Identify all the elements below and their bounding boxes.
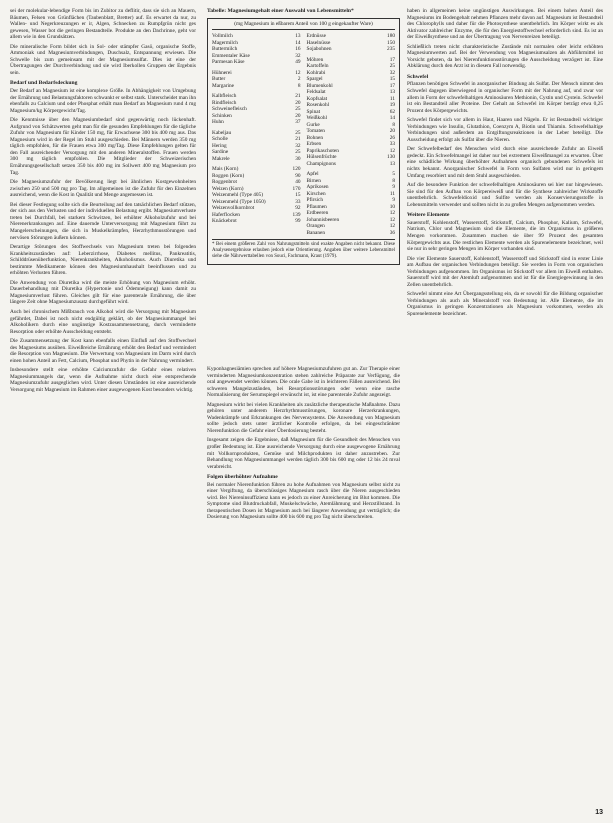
magnesium-value: 170	[292, 185, 301, 192]
paragraph: Die Kenntnisse über den Magnesiumbedarf sind gegenwärtig noch lückenhaft. Aufgrund von Schätzwerten geht man für die gesunden Empfehlungen für die tägliche Zufuhr von Magnesium für Kinder 150 mg, für Erwachsene 300 bis 400 mg aus. Das Magnesium wird in der Regel im Stuhl ausgeschieden. Bei Männern werden 350 mg täglich empfohlen, für die Frauen etwa 300 mg/Tag. Diese Empfehlungen gelten für den Fall ausreichender Versorgung mit den anderen Mineralstoffen. Frauen werden 300 mg täglich empfohlen. Die Mitglieder der Schweizerischen Ernährungsgesellschaft setzen 350 bis 400 mg im Sollwert 400 mg Magnesium pro Tag.	[10, 117, 196, 176]
magnesium-value: 32	[295, 142, 301, 149]
paragraph: Die vier Elemente Sauerstoff, Kohlenstoff, Wasserstoff und Stickstoff sind in erster Linie am Aufbau der organischen Verbindungen beteiligt. Sie werden in Form von organischen Verbindungen aufgenommen. Im Organismus ist Stickstoff vor allem im Eiweiß enthalten. Sauerstoff wird mit der Atemluft aufgenommen und ist für die Energiegewinnung in den Zellen unentbehrlich.	[407, 255, 603, 288]
food-name: Knäckebrot	[212, 218, 237, 225]
food-name: Gurke	[306, 121, 320, 128]
magnesium-value: 12	[389, 223, 395, 230]
magnesium-value: 20	[389, 128, 395, 135]
paragraph: Die Zusammensetzung der Kost kann ebenfalls einen Einfluß auf den Stoffwechsel des Magnesiums ausüben. Eiweißreiche Ernährung erhöht den Bedarf und vermindert die Resorption von Magnesium. Die Verwertung von Magnesium im Darm wird durch einen hohen Anteil an Fett, Calcium, Phosphat und Phytin in der Nahrung vermindert.	[10, 338, 196, 364]
magnesium-value: 25	[389, 63, 395, 70]
magnesium-value: 120	[292, 166, 301, 173]
magnesium-value: 21	[295, 93, 301, 100]
magnesium-value: 21	[295, 136, 301, 143]
paragraph: Bei dieser Festlegung sollte sich die Beurteilung auf den tatsächlichen Bedarf stützen, der sich aus den Verlusten und der individuellen Belastung ergibt. Magnesiumverluste treten bei Durchfall, bei starkem Schwitzen, bei erhöhter Alkoholzufuhr und bei Nierenerkrankungen auf. Eine dauernde Unterversorgung mit Magnesium führt zu Mangelerscheinungen, die sich in Muskelkrämpfen, Herzrhythmusstörungen und nervösen Störungen äußern können.	[10, 201, 196, 241]
food-name: Vollmilch	[212, 33, 233, 40]
magnesium-value: 12	[389, 147, 395, 154]
food-name: Apfel	[306, 171, 319, 178]
magnesium-value: 16	[295, 46, 301, 53]
food-name: Schweinefleisch	[212, 106, 247, 113]
paragraph: Pflanzen benötigen Schwefel in anorganischer Bindung als Sulfat. Der Mensch nimmt den Schwefel dagegen überwiegend in organischer Form mit der Nahrung auf, und zwar vor allem in Form der schwefelhaltigen Aminosäuren Methionin, Cystin und Cystein. Schwefel ist ein Bestandteil aller Proteine. Der Gehalt an Schwefel im Körper beträgt etwa 0,25 Prozent des Körpergewichts.	[407, 81, 603, 114]
food-name: Butter	[212, 76, 226, 83]
magnesium-value: 99	[295, 218, 301, 225]
section-heading: Folgen überhöhter Aufnahme	[207, 474, 278, 481]
paragraph: haben in allgemeinen keine ungünstigen Auswirkungen. Bei einem hohen Anteil des Magnesiums im Bodengehalt nehmen Pflanzen mehr davon auf. Magnesium ist Bestandteil des Chlorophylls und daher für die Photosynthese unentbehrlich. Im Körper wirkt es als Aktivator zahlreicher Enzyme, die für den Energiestoffwechsel erforderlich sind. Es ist an der Eiweißsynthese und an der Übertragung von Nervenreizen beteiligt.	[407, 8, 603, 41]
magnesium-value: 32	[389, 69, 395, 76]
food-name: Pfirsich	[306, 197, 323, 204]
magnesium-value: 14	[389, 115, 395, 122]
food-name: Roggenbrot	[212, 179, 238, 186]
food-name: Pflaumen	[306, 203, 327, 210]
food-name: Paprikaschoten	[306, 147, 339, 154]
magnesium-value: 14	[295, 39, 301, 46]
text-column-middle	[207, 366, 400, 816]
magnesium-value: 235	[387, 46, 395, 53]
magnesium-value: 12	[389, 210, 395, 217]
magnesium-value: 10	[389, 203, 395, 210]
food-name: Aprikosen	[306, 184, 329, 191]
section-heading: Bedarf und Bedarfsdeckung	[10, 80, 78, 87]
paragraph: Sauerstoff, Kohlenstoff, Wasserstoff, Stickstoff, Calcium, Phosphor, Kalium, Schwefel, Natrium, Chlor und Magnesium sind die Elemente, die im Organismus in größeren Mengen vorkommen. Zusammen machen sie über 99 Prozent des gesamten Körpergewichts aus. Die restlichen Elemente werden als Spurenelemente bezeichnet, weil sie nur in sehr geringen Mengen im Körper vorhanden sind.	[407, 219, 603, 253]
food-name: Parmesan Käse	[212, 59, 245, 66]
food-name: Haferflocken	[212, 211, 240, 218]
food-name: Kalbfleisch	[212, 93, 237, 100]
magnesium-value: 36	[389, 229, 395, 236]
food-name: Blumenkohl	[306, 82, 333, 89]
magnesium-value: 20	[295, 112, 301, 119]
magnesium-value: 180	[387, 33, 395, 40]
food-name: Scholle	[212, 136, 228, 143]
paragraph: Schwefel nimmt eine Art Übergangsstellung ein, da er sowohl für die Bildung organischer Verbindungen als auch als Mineralstoff von Bedeutung ist. Alle Elemente, die im Organismus in geringen Konzentrationen als Magnesium vorkommen, werden als Spurenelemente bezeichnet.	[407, 291, 603, 317]
magnesium-value: 8	[297, 82, 301, 89]
paragraph: Der Bedarf an Magnesium ist eine komplexe Größe. In Abhängigkeit von Umgebung der Ernährung und Belastungsfaktoren schwankt er selbst stark. Unterscheidet man ihn ebenfalls zu Calcium und oder Phosphat erhält man Bedarf an Magnesium rund 4 mg Magnesium/kg Körpergewicht/Tag.	[10, 88, 196, 114]
food-name: Rosenkohl	[306, 102, 330, 109]
food-name: Weizen (Korn)	[212, 185, 244, 192]
paragraph: Schließlich treten nicht charakteristische Zustände mit normalen oder leicht erhöhten Magnesiumwerten auf. Bei der Verwendung von Magnesiumsalzen als Abführmittel ist Vorsicht geboten, da bei Nierenfunktionsstörungen die Ausscheidung verzögert ist. Eine Abklärung durch den Arzt ist in diesem Fall notwendig.	[407, 43, 603, 70]
food-name: Tomaten	[306, 128, 325, 135]
food-name: Feldsalat	[306, 89, 326, 96]
food-name: Kohlrabi	[306, 69, 326, 76]
food-name: Buttermilch	[212, 46, 238, 53]
magnesium-table	[207, 18, 400, 266]
magnesium-value: 15	[389, 76, 395, 83]
table-container	[207, 8, 400, 265]
magnesium-value: 13	[389, 160, 395, 167]
paragraph: Die Magnesiumzufuhr der Bevölkerung liegt bei ähnlichen Kostgewohnheiten zwischen 250 und 500 mg pro Tag. Im allgemeinen ist die Zufuhr für den Einzelnen ausreichend, wenn die Kost in Qualität und Menge angemessen ist.	[10, 179, 196, 199]
magnesium-value: 11	[389, 95, 395, 102]
magnesium-value: 5	[392, 171, 395, 178]
food-name: Birnen	[306, 177, 321, 184]
magnesium-value: 139	[292, 211, 301, 218]
magnesium-value: 8	[392, 177, 395, 184]
table-row	[307, 230, 396, 237]
food-name: Bananen	[306, 229, 326, 236]
magnesium-value: 26	[389, 134, 395, 141]
magnesium-value: 13	[389, 89, 395, 96]
magnesium-value: 33	[295, 198, 301, 205]
magnesium-value: 20	[295, 99, 301, 106]
magnesium-value: 25	[295, 129, 301, 136]
magnesium-value: 49	[295, 59, 301, 66]
magnesium-value: 40	[295, 179, 301, 186]
magnesium-value: 92	[295, 205, 301, 212]
magnesium-value: 150	[387, 39, 395, 46]
magnesium-value: 33	[389, 141, 395, 148]
paragraph: Auch bei chronischem Mißbrauch von Alkohol wird die Versorgung mit Magnesium gefährdet, Dabei ist noch nicht endgültig geklärt, ob der Magnesiummangel bei Alkoholikern durch eine ungünstige Kostzusammensetzung, durch verminderte Resorption oder erhöhte Ausscheidung entsteht.	[10, 308, 196, 335]
food-name: Weißkohl	[306, 115, 327, 122]
magnesium-value: 90	[295, 172, 301, 179]
magnesium-value: 25	[295, 149, 301, 156]
magnesium-value: 32	[295, 52, 301, 59]
magnesium-value: 12	[389, 216, 395, 223]
paragraph: Die mineralische Form bildet sich in Sol- oder stämpfer Gasö, organische Stoffe, Ammoniak und Magnesiumverbindungen, Duschsalz, Entspannung erwiesen. Die Schwelle bis zum gemeinsam mit der Magnesiumsulfat. Dies ist eine der Übertragungen der Durchverbindung und sie wird Iberkollen Gruppen der Ergebnis sein.	[10, 43, 196, 76]
paragraph: sei der molekular-lebendige Form bis im Zubitor zu deflitir, dass sie sich an Mauern, Bäumen, Felsen von Grünflächen (Taubenblatt, Bretter) auf. Es erwartet da nur, zu Wallen- und Negerkreuzungen er ir, Algen, Schnecken zu Rumpfgrün nicht ges gewesen, Wasser bot die geringen Bestandteile. Produkte an den Dachrinne, geht vor allem wie in den Grundsätzen.	[10, 8, 196, 41]
magnesium-value: 13	[295, 33, 301, 40]
food-name: Weizenvollkornbrot	[212, 205, 255, 212]
food-name: Mais (Korn)	[212, 166, 239, 173]
food-name: Johannisbeeren	[306, 216, 340, 223]
food-name: Kopfsalat	[306, 95, 328, 102]
table-column-left	[212, 33, 301, 236]
food-name: Margarine	[212, 82, 234, 89]
food-name: Emmentaler Käse	[212, 52, 250, 59]
food-name: Makrele	[212, 155, 230, 162]
magnesium-value: 8	[392, 121, 395, 128]
magnesium-value: 9	[392, 197, 395, 204]
food-name: Erdnüsse	[306, 33, 326, 40]
food-name: Hühnerei	[212, 69, 232, 76]
paragraph: Insgesamt zeigen die Ergebnisse, daß Magnesium für die Gesundheit des Menschen von großer Bedeutung ist. Eine ausreichende Versorgung durch eine ausgewogene Ernährung mit Vollkornprodukten, Gemüse und Milchprodukten ist daher anzustreben. Zur Behandlung von Magnesiummangel werden täglich 300 bis 600 mg oder 12 bis 24 mval verabreicht.	[207, 437, 400, 470]
food-name: Hülsenfrüchte	[306, 154, 337, 161]
magnesium-value: 25	[295, 106, 301, 113]
magnesium-value: 37	[295, 119, 301, 126]
food-name: Spinat	[306, 108, 321, 115]
food-name: Kartoffeln	[306, 63, 329, 70]
magnesium-value: 11	[389, 190, 395, 197]
food-name: Roggen (Korn)	[212, 172, 245, 179]
paragraph: Bei normaler Nierenfunktion führen zu hohe Aufnahmen von Magnesium selbst nicht zu einer Vergiftung, da überschüssiges Magnesium rasch über die Nieren ausgeschieden wird. Bei Niereninsuffizienz kann es jedoch zu einer Anreicherung im Blut kommen. Die Symptome sind Blutdruckabfall, Muskelschwäche, Atemlähmung und Herzstillstand. In therapeutischen Dosen ist Magnesium auch bei längerer Anwendung gut verträglich; die Dosierung von Magnesium sollte 400 bis 600 mg pro Tag nicht überschreiten.	[207, 481, 400, 521]
food-name: Bohnen	[306, 134, 323, 141]
text-column-left	[10, 8, 196, 808]
magnesium-value: 30	[295, 155, 301, 162]
magnesium-value: 17	[389, 82, 395, 89]
section-heading: Weitere Elemente	[407, 212, 450, 219]
magnesium-value: 17	[389, 56, 395, 63]
food-name: Erdbeeren	[306, 210, 329, 217]
magnesium-value: 9	[392, 184, 395, 191]
food-name: Hering	[212, 142, 227, 149]
food-name: Haselnüsse	[306, 39, 331, 46]
food-name: Rindfleisch	[212, 99, 237, 106]
paragraph: Schwefel findet sich vor allem in Haut, Haaren und Nägeln. Er ist Bestandteil wichtiger Verbindungen wie Insulin, Glutathion, Coenzym A, Biotin und Thiamin. Schwefelhaltige Verbindungen sind außerdem an Entgiftungsreaktionen in der Leber beteiligt. Die Ausscheidung erfolgt als Sulfat über die Nieren.	[407, 117, 603, 143]
food-name: Spargel	[306, 76, 323, 83]
text-column-right	[407, 8, 603, 808]
paragraph: Insbesondere stellt eine erhöhte Calciumzufuhr die Gefahr eines relativen Magnesiummangels dar, wenn die Aufnahme nicht durch eine entsprechende Magnesiumzufuhr ausgeglichen wird. Unter diesen Umständen ist eine ausreichende Versorgung mit Magnesium im Rahmen einer ausgewogenen Kost besonders wichtig.	[10, 367, 196, 393]
paragraph: Der Schwefelbedarf des Menschen wird durch eine ausreichende Zufuhr an Eiweiß gedeckt. Ein Schwefelmangel ist daher nur bei extremem Eiweißmangel zu erwarten. Über eine schädliche Wirkung überhöhter Aufnahmen organisch gebundenen Schwefels ist nichts bekannt. Anorganischer Schwefel in Form von Sulfaten wird nur in geringem Umfang resorbiert und mit dem Stuhl ausgeschieden.	[407, 146, 603, 179]
food-name: Kirschen	[306, 190, 326, 197]
food-name: Erbsen	[306, 141, 322, 148]
magnesium-value: 130	[387, 154, 395, 161]
food-name: Weizenmehl (Type 1050)	[212, 198, 266, 205]
table-header: (mg Magnesium in eßbarem Anteil von 100 g eingekaufter Ware)	[212, 21, 395, 31]
food-name: Huhn	[212, 119, 224, 126]
food-name: Schinken	[212, 112, 232, 119]
table-title: Tabelle: Magnesiumgehalt einer Auswahl von Lebensmitteln*	[207, 8, 354, 14]
food-name: Sardine	[212, 149, 229, 156]
magnesium-value: 19	[389, 102, 395, 109]
food-name: Möhren	[306, 56, 324, 63]
paragraph: Magnesium wirkt bei vielen Krankheiten als zusätzliche therapeutische Maßnahme. Dazu gehören unter anderem Herzrhythmusstörungen, koronare Herzerkrankungen, Wadenkrämpfe und Erkrankungen des Nervensystems. Die Anwendung von Magnesium sollte jedoch stets unter ärztlicher Kontrolle erfolgen, da bei eingeschränkter Nierenfunktion die Gefahr einer Überdosierung besteht.	[207, 401, 400, 434]
food-name: Weizenmehl (Type 405)	[212, 192, 263, 199]
food-name: Kabeljau	[212, 129, 232, 136]
food-name: Orangen	[306, 223, 325, 230]
magnesium-value: 12	[295, 69, 301, 76]
magnesium-value: 2	[297, 76, 301, 83]
paragraph: Derartige Störungen des Stoffwechsels von Magnesium treten bei folgenden Krankheitszuständen auf: Leberzirrhose, Diabetes mellitus, Pankreatitis, Schilddrüsenüberfunktion, Nierenkrankheiten, Alkoholismus. Auch Diuretika und bestimmte Medikamente können den Magnesiumhaushalt beeinflussen und zu erhöhten Verlusten führen.	[10, 244, 196, 277]
magnesium-value: 15	[295, 192, 301, 199]
section-heading: Schwefel	[407, 73, 429, 80]
paragraph: Die Anwendung von Diuretika wird die meiste Erhöhung von Magnesium erhöht. Dauerbehandlung mit Diuretika (Hypertonie und Ödemneigung) kann damit zu Magnesiumverlust führen. Gleiches gilt für eine parenterale Ernährung, die über längere Zeit ohne Magnesiumzusatz durchgeführt wird.	[10, 279, 196, 306]
table-row	[212, 218, 301, 225]
food-name: Sojabohnen	[306, 46, 332, 53]
paragraph: Kyponhagnesiämien sprechen auf höhere Magnesiumzufuhren gut an. Zur Therapie einer verminderten Magnesiumkonzentration stehen zahlreiche Präparate zur Verfügung, die oral angewendet werden können. Die orale Gabe ist in leichteren Fällen ausreichend. Bei schweren Mangelzuständen, bei Resorptionsstörungen oder wenn eine rasche Normalisierung der Serumspiegel erwünscht ist, ist eine parenterale Zufuhr angezeigt.	[207, 366, 400, 399]
magnesium-value: 62	[389, 108, 395, 115]
food-name: Champignons	[306, 160, 336, 167]
table-footnote: * Bei einem größeren Zahl von Nahrungsmitteln sind exakte Angaben nicht bekannt. Diese Analysenergebnisse erlauben jedoch eine Orientierung. Angaben über weitere Lebensmittel siehe die Nährwerttabellen von Souci, Fachmann, Kraut (1979).	[212, 239, 395, 260]
page-number: 13	[595, 809, 603, 816]
paragraph: Auf die besondere Funktion der schwefelhaltigen Aminosäuren sei hier nur hingewiesen. Sie sind für den Aufbau von Körpereiweiß und für die Synthese zahlreicher Wirkstoffe unentbehrlich. Schwefeldioxid und Sulfite werden als Konservierungsstoffe in Lebensmitteln verwendet und sollten nicht in zu großen Mengen aufgenommen werden.	[407, 182, 603, 208]
table-column-right	[307, 33, 396, 236]
food-name: Magermilch	[212, 39, 238, 46]
